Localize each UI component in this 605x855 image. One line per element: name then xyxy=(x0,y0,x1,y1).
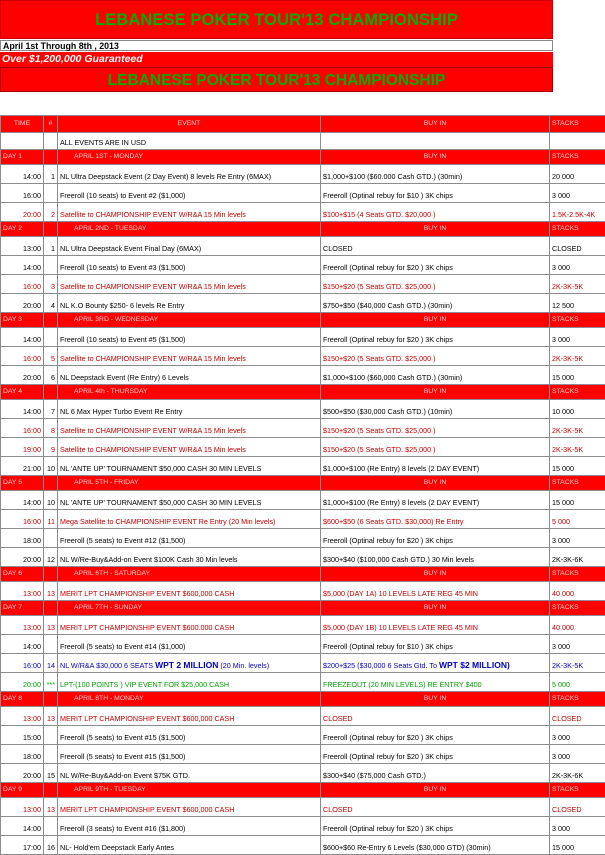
table-row xyxy=(1,438,605,457)
stacks-cell: 2K-3K-5K xyxy=(550,347,605,366)
buyin-cell: CLOSED xyxy=(321,237,550,256)
event-cell: APRIL 2ND - TUESDAY xyxy=(58,222,321,237)
time-cell: 13:00 xyxy=(1,707,44,726)
event-number-cell: 15 xyxy=(44,764,58,783)
time-cell: 16:00 xyxy=(1,275,44,294)
buyin-cell: BUY IN xyxy=(321,222,550,237)
stacks-cell: STACKS xyxy=(550,385,605,400)
event-number-cell: 3 xyxy=(44,275,58,294)
time-cell: 18:00 xyxy=(1,745,44,764)
time-cell: 18:00 xyxy=(1,529,44,548)
buyin-cell: $5,000 (DAY 1B) 10 LEVELS LATE REG 45 MIN xyxy=(321,616,550,635)
time-cell: 14:00 xyxy=(1,635,44,654)
event-number-cell: 10 xyxy=(44,491,58,510)
event-number-cell xyxy=(44,385,58,400)
event-number-cell: 9 xyxy=(44,438,58,457)
buyin-cell: BUY IN xyxy=(321,567,550,582)
buyin-cell: Freeroll (Optinal rebuy for $20 ) 3K chips xyxy=(321,817,550,836)
event-number-cell: 6 xyxy=(44,366,58,385)
stacks-cell: 3 000 xyxy=(550,635,605,654)
table-row xyxy=(1,328,605,347)
stacks-cell: 15 000 xyxy=(550,836,605,855)
day-header-row xyxy=(1,385,605,400)
time-cell: 16:00 xyxy=(1,347,44,366)
event-cell: Freeroll (10 seats) to Event #3 ($1,500) xyxy=(58,256,321,275)
buyin-cell: Freeroll (Optinal rebuy for $20 ) 3K chips xyxy=(321,529,550,548)
time-cell: 19:00 xyxy=(1,438,44,457)
table-row xyxy=(1,548,605,567)
table-row xyxy=(1,457,605,476)
table-row xyxy=(1,673,605,692)
time-cell: 16:00 xyxy=(1,419,44,438)
buyin-cell xyxy=(321,654,550,673)
event-cell: Freeroll (5 seats) to Event #12 ($1,500) xyxy=(58,529,321,548)
event-cell: Mega Satellite to CHAMPIONSHIP EVENT Re Entry (20 Min levels) xyxy=(58,510,321,529)
event-number-cell xyxy=(44,476,58,491)
table-row xyxy=(1,165,605,184)
event-cell: NL 6 Max Hyper Turbo Event Re Entry xyxy=(58,400,321,419)
time-cell: 20:00 xyxy=(1,203,44,222)
stacks-cell: 2K-3K-6K xyxy=(550,764,605,783)
buyin-cell: BUY IN xyxy=(321,601,550,616)
event-highlight: WPT 2 MILLION xyxy=(155,660,218,670)
time-cell: DAY 6 xyxy=(1,567,44,582)
event-number-cell: 10 xyxy=(44,457,58,476)
table-row xyxy=(1,529,605,548)
event-number-cell xyxy=(44,635,58,654)
buyin-cell: BUY IN xyxy=(321,692,550,707)
event-number-cell xyxy=(44,222,58,237)
time-cell: DAY 4 xyxy=(1,385,44,400)
event-number-cell xyxy=(44,601,58,616)
time-cell: 13:00 xyxy=(1,798,44,817)
table-row xyxy=(1,817,605,836)
buyin-cell: $1,000+$100 ($60,000 Cash GTD.) (30min) xyxy=(321,366,550,385)
event-cell: Freeroll (5 seats) to Event #14 ($1,000) xyxy=(58,635,321,654)
stacks-cell: 5 000 xyxy=(550,510,605,529)
event-number-cell xyxy=(44,567,58,582)
event-cell: APRIL 4th - THURSDAY xyxy=(58,385,321,400)
event-number-cell xyxy=(44,529,58,548)
event-cell: Satellite to CHAMPIONSHIP EVENT W/R&A 15 Min levels xyxy=(58,419,321,438)
buyin-cell: $150+$20 (5 Seats GTD. $25,000 ) xyxy=(321,275,550,294)
day-header-row xyxy=(1,313,605,328)
stacks-cell: 2K-3K-5K xyxy=(550,419,605,438)
table-row xyxy=(1,745,605,764)
buyin-cell: $1,000+$100 (Re Entry) 8 levels (2 DAY EVENT) xyxy=(321,491,550,510)
stacks-cell: 15 000 xyxy=(550,491,605,510)
stacks-cell: 3 000 xyxy=(550,328,605,347)
day-header-row xyxy=(1,222,605,237)
table-row xyxy=(1,347,605,366)
event-cell: NL W/Re-Buy&Add-on Event $100K Cash 30 Min levels xyxy=(58,548,321,567)
event-number-cell: 13 xyxy=(44,798,58,817)
event-number-cell: 16 xyxy=(44,836,58,855)
table-row xyxy=(1,616,605,635)
stacks-cell: 1.5K-2.5K-4K xyxy=(550,203,605,222)
buyin-cell: BUY IN xyxy=(321,385,550,400)
event-number-cell xyxy=(44,184,58,203)
day-header-row xyxy=(1,567,605,582)
buyin-cell: BUY IN xyxy=(321,150,550,165)
table-row xyxy=(1,400,605,419)
event-number-cell xyxy=(44,726,58,745)
buyin-cell: $5,000 (DAY 1A) 10 LEVELS LATE REG 45 MIN xyxy=(321,582,550,601)
header-event: EVENT xyxy=(58,116,321,133)
event-number-cell: 13 xyxy=(44,616,58,635)
time-cell: DAY 2 xyxy=(1,222,44,237)
buyin-cell: $600+$60 Re-Entry 6 Levels ($30,000 GTD) (30min) xyxy=(321,836,550,855)
buyin-cell: Freeroll (Optinal rebuy for $20 ) 3K chips xyxy=(321,726,550,745)
currency-note: ALL EVENTS ARE IN USD xyxy=(58,133,321,150)
buyin-cell: Freeroll (Optinal rebuy for $10 ) 3K chips xyxy=(321,635,550,654)
event-cell: NL 'ANTE UP' TOURNAMENT $50,000 CASH 30 MIN LEVELS xyxy=(58,457,321,476)
table-row xyxy=(1,635,605,654)
time-cell: 14:00 xyxy=(1,256,44,275)
time-cell: DAY 5 xyxy=(1,476,44,491)
event-number-cell xyxy=(44,692,58,707)
event-number-cell xyxy=(44,745,58,764)
event-cell: NL Ultra Deepstack Event (2 Day Event) 8 levels Re Entry (6MAX) xyxy=(58,165,321,184)
event-cell: APRIL 7TH - SUNDAY xyxy=(58,601,321,616)
event-number-cell xyxy=(44,313,58,328)
time-cell: 20:00 xyxy=(1,548,44,567)
buyin-cell: BUY IN xyxy=(321,476,550,491)
event-number-cell: 1 xyxy=(44,165,58,184)
time-cell: 14:00 xyxy=(1,817,44,836)
stacks-cell: 2K-3K-5K xyxy=(550,654,605,673)
event-cell: Satellite to CHAMPIONSHIP EVENT W/R&A 15 Min levels xyxy=(58,347,321,366)
stacks-cell: 20 000 xyxy=(550,165,605,184)
stacks-cell: STACKS xyxy=(550,476,605,491)
event-number-cell xyxy=(44,256,58,275)
time-cell: 20:00 xyxy=(1,366,44,385)
stacks-cell: 2K-3K-6K xyxy=(550,548,605,567)
day-header-row xyxy=(1,476,605,491)
event-cell: APRIL 1ST - MONDAY xyxy=(58,150,321,165)
table-row xyxy=(1,419,605,438)
time-cell: 20:00 xyxy=(1,294,44,313)
time-cell: DAY 3 xyxy=(1,313,44,328)
time-cell: 21:00 xyxy=(1,457,44,476)
event-cell: APRIL 3RD - WEDNESDAY xyxy=(58,313,321,328)
table-row xyxy=(1,582,605,601)
buyin-cell: BUY IN xyxy=(321,313,550,328)
table-row xyxy=(1,764,605,783)
table-row xyxy=(1,654,605,673)
stacks-cell: 40 000 xyxy=(550,616,605,635)
buyin-cell: CLOSED xyxy=(321,707,550,726)
buyin-cell: Freeroll (Optinal rebuy for $20 ) 3K chips xyxy=(321,328,550,347)
date-range: April 1st Through 8th , 2013 xyxy=(0,40,553,51)
event-number-cell: 13 xyxy=(44,707,58,726)
header-stacks: STACKS xyxy=(550,116,605,133)
event-cell: APRIL 8TH - MONDAY xyxy=(58,692,321,707)
table-row xyxy=(1,836,605,855)
event-number-cell: 4 xyxy=(44,294,58,313)
buyin-cell: $600+$50 (6 Seats GTD. $30,000) Re Entry xyxy=(321,510,550,529)
event-number-cell: 2 xyxy=(44,203,58,222)
stacks-cell: 3 000 xyxy=(550,726,605,745)
table-row xyxy=(1,726,605,745)
stacks-cell: STACKS xyxy=(550,692,605,707)
stacks-cell: STACKS xyxy=(550,567,605,582)
time-cell: 13:00 xyxy=(1,582,44,601)
time-cell: 14:00 xyxy=(1,491,44,510)
table-row xyxy=(1,237,605,256)
stacks-cell: CLOSED xyxy=(550,707,605,726)
stacks-cell: 12 500 xyxy=(550,294,605,313)
event-tail: (20 Min. levels) xyxy=(218,661,269,670)
event-cell: MERIT LPT CHAMPIONSHIP EVENT $600,000 CASH xyxy=(58,707,321,726)
time-cell: DAY 7 xyxy=(1,601,44,616)
buyin-cell: $300+$40 ($75,000 Cash GTD.) xyxy=(321,764,550,783)
stacks-cell: 2K-3K-5K xyxy=(550,275,605,294)
buyin-cell: $750+$50 ($40,000 Cash GTD.) (30min) xyxy=(321,294,550,313)
event-cell: NL 'ANTE UP' TOURNAMENT $50,000 CASH 30 MIN LEVELS xyxy=(58,491,321,510)
page-title: LEBANESE POKER TOUR'13 CHAMPIONSHIP xyxy=(1,1,552,40)
time-cell: 16:00 xyxy=(1,184,44,203)
table-row xyxy=(1,203,605,222)
buyin-cell: Freeroll (Optinal rebuy for $20 ) 3K chips xyxy=(321,256,550,275)
buyin-text: $200+$25 ($30,000 6 Seats Gtd. To xyxy=(323,661,437,670)
table-row xyxy=(1,184,605,203)
time-cell: 14:00 xyxy=(1,328,44,347)
title-banner xyxy=(0,0,553,39)
stacks-cell: STACKS xyxy=(550,222,605,237)
event-text: NL W/R&A $30,000 6 SEATS xyxy=(60,661,153,670)
buyin-cell: $150+$20 (5 Seats GTD. $25,000 ) xyxy=(321,438,550,457)
time-cell: 16:00 xyxy=(1,654,44,673)
table-row xyxy=(1,510,605,529)
day-header-row xyxy=(1,150,605,165)
event-cell: NL- Hold'em Deepstack Early Antes xyxy=(58,836,321,855)
event-cell: Freeroll (3 seats) to Event #16 ($1,800) xyxy=(58,817,321,836)
schedule-table xyxy=(0,115,605,855)
time-cell: 13:00 xyxy=(1,616,44,635)
time-cell: DAY 1 xyxy=(1,150,44,165)
table-row xyxy=(1,256,605,275)
event-number-cell xyxy=(44,150,58,165)
event-cell: NL Deepstack Event (Re Entry) 6 Levels xyxy=(58,366,321,385)
event-number-cell: 5 xyxy=(44,347,58,366)
event-cell: NL W/Re-Buy&Add-on Event $75K GTD. xyxy=(58,764,321,783)
stacks-cell: 5 000 xyxy=(550,673,605,692)
time-cell: 16:00 xyxy=(1,510,44,529)
event-number-cell: 8 xyxy=(44,419,58,438)
event-cell xyxy=(58,654,321,673)
buyin-cell: CLOSED xyxy=(321,798,550,817)
event-cell: Freeroll (5 seats) to Event #15 ($1,500) xyxy=(58,745,321,764)
day-header-row xyxy=(1,692,605,707)
table-row xyxy=(1,275,605,294)
table-row xyxy=(1,707,605,726)
stacks-cell: 3 000 xyxy=(550,745,605,764)
stacks-cell: 3 000 xyxy=(550,529,605,548)
time-cell: 14:00 xyxy=(1,165,44,184)
event-number-cell: 7 xyxy=(44,400,58,419)
stacks-cell: CLOSED xyxy=(550,798,605,817)
buyin-cell: Freeroll (Optinal rebuy for $10 ) 3K chips xyxy=(321,184,550,203)
time-cell: 17:00 xyxy=(1,836,44,855)
event-cell: MERIT LPT CHAMPIONSHIP EVENT $600.000 CASH xyxy=(58,616,321,635)
event-cell: Satellite to CHAMPIONSHIP EVENT W/R&A 15 Min levels xyxy=(58,275,321,294)
stacks-cell: 15 000 xyxy=(550,457,605,476)
stacks-cell: CLOSED xyxy=(550,237,605,256)
event-cell: NL K.O Bounty $250- 6 levels Re Entry xyxy=(58,294,321,313)
stacks-cell: 40 000 xyxy=(550,582,605,601)
time-cell: 15:00 xyxy=(1,726,44,745)
stacks-cell: STACKS xyxy=(550,783,605,798)
event-cell: APRIL 9TH - TUESDAY xyxy=(58,783,321,798)
event-number-cell xyxy=(44,817,58,836)
event-cell: Freeroll (10 seats) to Event #2 ($1,000) xyxy=(58,184,321,203)
table-row xyxy=(1,491,605,510)
event-number-cell: 1 xyxy=(44,237,58,256)
table-header-row xyxy=(1,116,605,133)
guarantee-banner: Over $1,200,000 Guaranteed xyxy=(0,52,553,67)
stacks-cell: STACKS xyxy=(550,313,605,328)
buyin-cell: $1,000+$100 ($60.000 Cash GTD.) (30min) xyxy=(321,165,550,184)
time-cell: 20:00 xyxy=(1,673,44,692)
buyin-cell: $150+$20 (5 Seats GTD. $25,000 ) xyxy=(321,419,550,438)
event-cell: APRIL 5TH - FRIDAY xyxy=(58,476,321,491)
stacks-cell: 2K-3K-5K xyxy=(550,438,605,457)
table-row xyxy=(1,798,605,817)
event-number-cell: 11 xyxy=(44,510,58,529)
time-cell: 20:00 xyxy=(1,764,44,783)
buyin-cell: $500+$50 ($30,000 Cash GTD.) (10min) xyxy=(321,400,550,419)
stacks-cell: STACKS xyxy=(550,601,605,616)
header-number: # xyxy=(44,116,58,133)
buyin-cell: FREEZEOUT (20 MIN LEVELS) RE ENTRY $400 xyxy=(321,673,550,692)
table-row xyxy=(1,366,605,385)
event-number-cell: 13 xyxy=(44,582,58,601)
event-cell: NL Ultra Deepstack Event Final Day (6MAX) xyxy=(58,237,321,256)
table-row xyxy=(1,294,605,313)
header-buyin: BUY IN xyxy=(321,116,550,133)
event-number-cell: *** xyxy=(44,673,58,692)
stacks-cell: 15 000 xyxy=(550,366,605,385)
buyin-highlight: WPT $2 MILLION) xyxy=(439,660,510,670)
event-number-cell: 14 xyxy=(44,654,58,673)
buyin-cell: BUY IN xyxy=(321,783,550,798)
time-cell: DAY 8 xyxy=(1,692,44,707)
stacks-cell: STACKS xyxy=(550,150,605,165)
subtitle-banner: LEBANESE POKER TOUR'13 CHAMPIONSHIP xyxy=(0,67,553,92)
event-cell: LPT-(100 POINTS ) VIP EVENT FOR $25,000 CASH xyxy=(58,673,321,692)
buyin-cell: $150+$20 (5 Seats GTD. $25,000 ) xyxy=(321,347,550,366)
event-number-cell xyxy=(44,328,58,347)
event-cell: MERIT LPT CHAMPIONSHIP EVENT $600,000 CASH xyxy=(58,582,321,601)
day-header-row xyxy=(1,601,605,616)
event-number-cell xyxy=(44,783,58,798)
stacks-cell: 3 000 xyxy=(550,184,605,203)
event-number-cell: 12 xyxy=(44,548,58,567)
currency-note-row xyxy=(1,133,605,150)
event-cell: Freeroll (10 seats) to Event #5 ($1,500) xyxy=(58,328,321,347)
buyin-cell: Freeroll (Optinal rebuy for $20 ) 3K chips xyxy=(321,745,550,764)
time-cell: 13:00 xyxy=(1,237,44,256)
event-cell: Freeroll (5 seats) to Event #15 ($1,500) xyxy=(58,726,321,745)
time-cell: 14:00 xyxy=(1,400,44,419)
stacks-cell: 3 000 xyxy=(550,817,605,836)
buyin-cell: $300+$40 ($100,000 Cash GTD.) 30 Min levels xyxy=(321,548,550,567)
event-cell: APRIL 6TH - SATURDAY xyxy=(58,567,321,582)
event-cell: MERIT LPT CHAMPIONSHIP EVENT $600,000 CASH xyxy=(58,798,321,817)
buyin-cell: $100+$15 (4 Seats GTD. $20,000 ) xyxy=(321,203,550,222)
time-cell: DAY 9 xyxy=(1,783,44,798)
event-cell: Satellite to CHAMPIONSHIP EVENT W/R&A 15 Min levels xyxy=(58,203,321,222)
event-cell: Satellite to CHAMPIONSHIP EVENT W/R&A 15 Min levels xyxy=(58,438,321,457)
stacks-cell: 10 000 xyxy=(550,400,605,419)
header-time: TIME xyxy=(1,116,44,133)
day-header-row xyxy=(1,783,605,798)
stacks-cell: 3 000 xyxy=(550,256,605,275)
buyin-cell: $1,000+$100 (Re Entry) 8 levels (2 DAY EVENT) xyxy=(321,457,550,476)
